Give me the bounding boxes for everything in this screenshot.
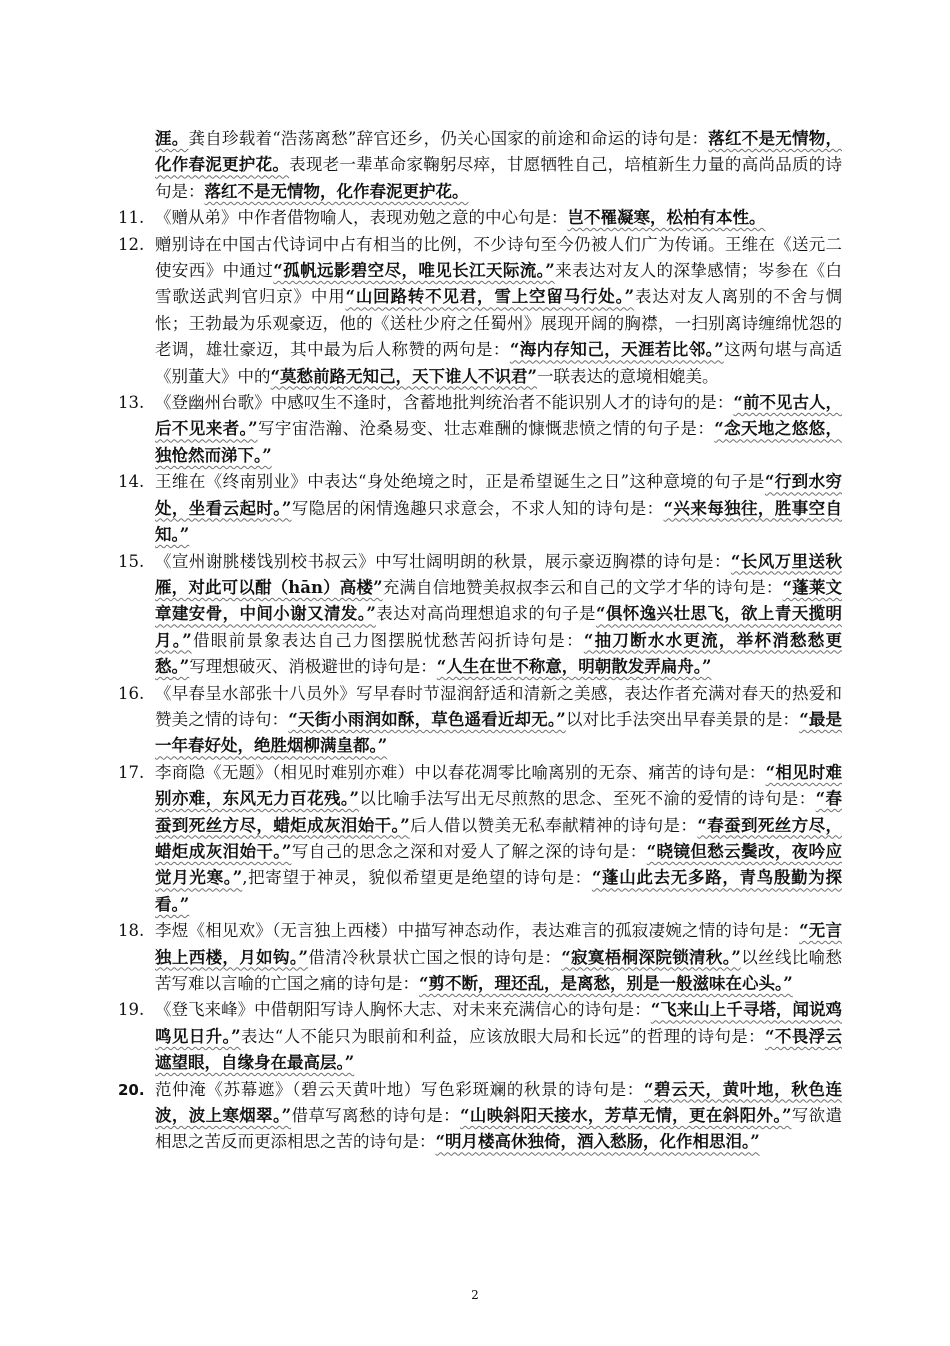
question-item-continued: [118, 126, 842, 205]
answer-text: “念天地之悠悠，独怆然而涕下。”: [155, 419, 842, 465]
answer-text: “碧云天，黄叶地，秋色连波，波上寒烟翠。”: [155, 1079, 842, 1126]
question-item: [118, 390, 842, 469]
answer-text: “海内存知己，天涯若比邻。”: [509, 340, 724, 360]
question-text: 范仲淹《苏幕遮》（碧云天黄叶地）写色彩斑斓的秋景的诗句是：: [155, 1079, 644, 1099]
answer-text: “相见时难别亦难，东风无力百花残。”: [155, 762, 843, 809]
answer-text: “无言独上西楼，月如钩。”: [155, 921, 843, 967]
question-text: 充满自信地赞美叔叔李云和自己的文学才华的诗句是：: [382, 577, 783, 597]
question-item: [118, 997, 842, 1076]
question-text: 写宇宙浩瀚、沧桑易变、壮志难酬的慷慨悲愤之情的句子是：: [257, 419, 715, 439]
question-item: [118, 760, 842, 918]
question-text: 一联表达的意境相媲美。: [536, 366, 719, 386]
question-text: 表达对友人离别的不舍与惆怅；王勃最为乐观豪迈，他的《送杜少府之任蜀州》展现开阔的胸襟，一扫别离诗缠绵忧怨的老调，雄壮豪迈，其中最为后人称赞的两句是：: [155, 287, 843, 360]
answer-text: 落红不是无情物，化作春泥更护花。: [155, 129, 843, 175]
answer-text: “春蚕到死丝方尽，蜡炬成灰泪始干。”: [155, 815, 842, 861]
question-item: [118, 469, 842, 548]
answer-text: “不畏浮云遮望眼，自缘身在最高层。”: [155, 1026, 843, 1073]
question-text: 表现老一辈革命家鞠躬尽瘁，甘愿牺牲自己，培植新生力量的高尚品质的诗句是：: [155, 155, 843, 201]
answer-text: “最是一年春好处，绝胜烟柳满皇都。”: [155, 709, 843, 756]
question-number: 11.: [118, 208, 145, 228]
answer-text: “飞来山上千寻塔，闻说鸡鸣见日升。”: [155, 1000, 842, 1046]
question-item: [118, 232, 842, 390]
page-number: 2: [471, 1288, 479, 1302]
exercise-list: [118, 126, 842, 1156]
question-item: [118, 681, 842, 760]
question-item: [118, 205, 842, 231]
question-text: 表达对高尚理想追求的句子是: [375, 604, 596, 624]
question-text: 《宣州谢朓楼饯别校书叔云》中写壮阔明朗的秋景，展示豪迈胸襟的诗句是：: [155, 551, 731, 571]
question-text: 《登幽州台歌》中感叹生不逢时，含蓄地批判统治者不能识别人才的诗句的是：: [155, 393, 734, 413]
question-text: 王维在《终南别业》中表达“身处绝境之时，正是希望诞生之日”这种意境的句子是: [155, 472, 765, 492]
answer-text: “兴来每独往，胜事空自知。”: [155, 498, 843, 545]
answer-text: “春蚕到死丝方尽，蜡炬成灰泪始干。”: [155, 789, 842, 835]
answer-text: “明月楼高休独倚，酒入愁肠，化作相思泪。”: [435, 1132, 760, 1152]
question-item: [118, 918, 842, 997]
question-number: 19.: [118, 1000, 145, 1020]
answer-text: “前不见古人，后不见来者。”: [155, 393, 842, 439]
question-number: 18.: [118, 921, 145, 941]
answer-text: “行到水穷处，坐看云起时。”: [155, 472, 842, 518]
question-number: 20.: [118, 1080, 145, 1099]
question-text: 后人借以赞美无私奉献精神的诗句是：: [409, 815, 698, 835]
question-text: 借清冷秋景状亡国之恨的诗句是：: [307, 947, 562, 967]
question-number: 15.: [118, 551, 145, 571]
question-text: 《早春呈水部张十八员外》写早春时节湿润舒适和清新之美感，表达作者充满对春天的热爱和赞美之情的诗句：: [155, 683, 842, 729]
question-number: 13.: [118, 393, 145, 413]
answer-text: 落红不是无情物，化作春泥更护花。: [204, 181, 469, 201]
question-text: 李煜《相见欢》（无言独上西楼）中描写神态动作，表达难言的孤寂凄婉之情的诗句是：: [155, 921, 800, 941]
question-number: 17.: [118, 762, 145, 782]
question-text: 写欲遣相思之苦反而更添相思之苦的诗句是：: [155, 1106, 843, 1152]
answer-text: “莫愁前路无知己，天下谁人不识君”: [270, 366, 537, 386]
question-text: 写隐居的闲情逸趣只求意会，不求人知的诗句是：: [291, 498, 664, 518]
question-item: [118, 1077, 842, 1156]
answer-text: “天街小雨润如酥，草色遥看近却无。”: [288, 709, 566, 729]
answer-text: “蓬山此去无多路，青鸟殷勤为探看。”: [155, 868, 842, 914]
question-text: 以对比手法突出早春美景的是：: [565, 709, 800, 729]
answer-text: 岂不罹凝寒，松柏有本性。: [567, 208, 766, 228]
question-text: 赠别诗在中国古代诗词中占有相当的比例，不少诗句至今仍被人们广为传诵。王维在《送元二使安西》中通过: [155, 234, 842, 281]
question-text: 这两句堪与高适《别董大》中的: [155, 340, 843, 386]
question-text: 借草写离愁的诗句是：: [291, 1106, 461, 1126]
answer-text: “抽刀断水水更流，举杯消愁愁更愁。”: [155, 630, 842, 677]
question-text: 借眼前景象表达自己力图摆脱忧愁苦闷折诗句是：: [191, 630, 584, 650]
question-number: 12.: [118, 234, 145, 254]
question-text: 写理想破灭、消极避世的诗句是：: [189, 657, 437, 677]
question-text: 龚自珍载着“浩荡离愁”辞官还乡，仍关心国家的前途和命运的诗句是：: [188, 129, 709, 148]
question-text: 来表达对友人的深挚感情；岑参在《白雪歌送武判官归京》中用: [155, 261, 843, 307]
question-text: 《登飞来峰》中借朝阳写诗人胸怀大志、对未来充满信心的诗句是：: [155, 1000, 651, 1020]
question-text: 李商隐《无题》（相见时难别亦难）中以春花凋零比喻离别的无奈、痛苦的诗句是：: [155, 762, 766, 782]
answer-text: “人生在世不称意，明朝散发弄扁舟。”: [436, 657, 712, 677]
question-text: 以比喻手法写出无尽煎熬的思念、至死不渝的爱情的诗句是：: [359, 789, 816, 809]
answer-text: “山映斜阳天接水，芳草无情，更在斜阳外。”: [460, 1106, 792, 1126]
answer-text: “孤帆远影碧空尽，唯见长江天际流。”: [273, 261, 555, 281]
question-text: ,把寄望于神灵，貌似希望更是绝望的诗句是：: [242, 868, 592, 888]
question-text: 以丝线比喻愁苦写难以言喻的亡国之痛的诗句是：: [155, 947, 843, 993]
answer-text: 涯。: [155, 129, 189, 148]
answer-text: “寂寞梧桐深院锁清秋。”: [561, 947, 741, 967]
answer-text: “蓬莱文章建安骨，中间小谢又清发。”: [155, 577, 842, 624]
answer-text: “俱怀逸兴壮思飞，欲上青天揽明月。”: [155, 604, 843, 650]
question-text: 写自己的思念之深和对爱人了解之深的诗句是：: [291, 841, 647, 861]
answer-text: “山回路转不见君，雪上空留马行处。”: [345, 287, 635, 307]
answer-text: “晓镜但愁云鬓改，夜吟应觉月光寒。”: [155, 841, 843, 888]
question-text: 表达“人不能只为眼前和利益，应该放眼大局和长远”的哲理的诗句是：: [240, 1026, 765, 1046]
question-number: 16.: [118, 683, 145, 703]
question-text: 《赠从弟》中作者借物喻人，表现劝勉之意的中心句是：: [155, 208, 568, 228]
question-item: [118, 549, 842, 681]
question-number: 14.: [118, 472, 145, 492]
answer-text: “长风万里送秋雁，对此可以酣（hān）高楼”: [155, 551, 842, 597]
answer-text: “剪不断，理还乱，是离愁，别是一般滋味在心头。”: [419, 974, 793, 993]
